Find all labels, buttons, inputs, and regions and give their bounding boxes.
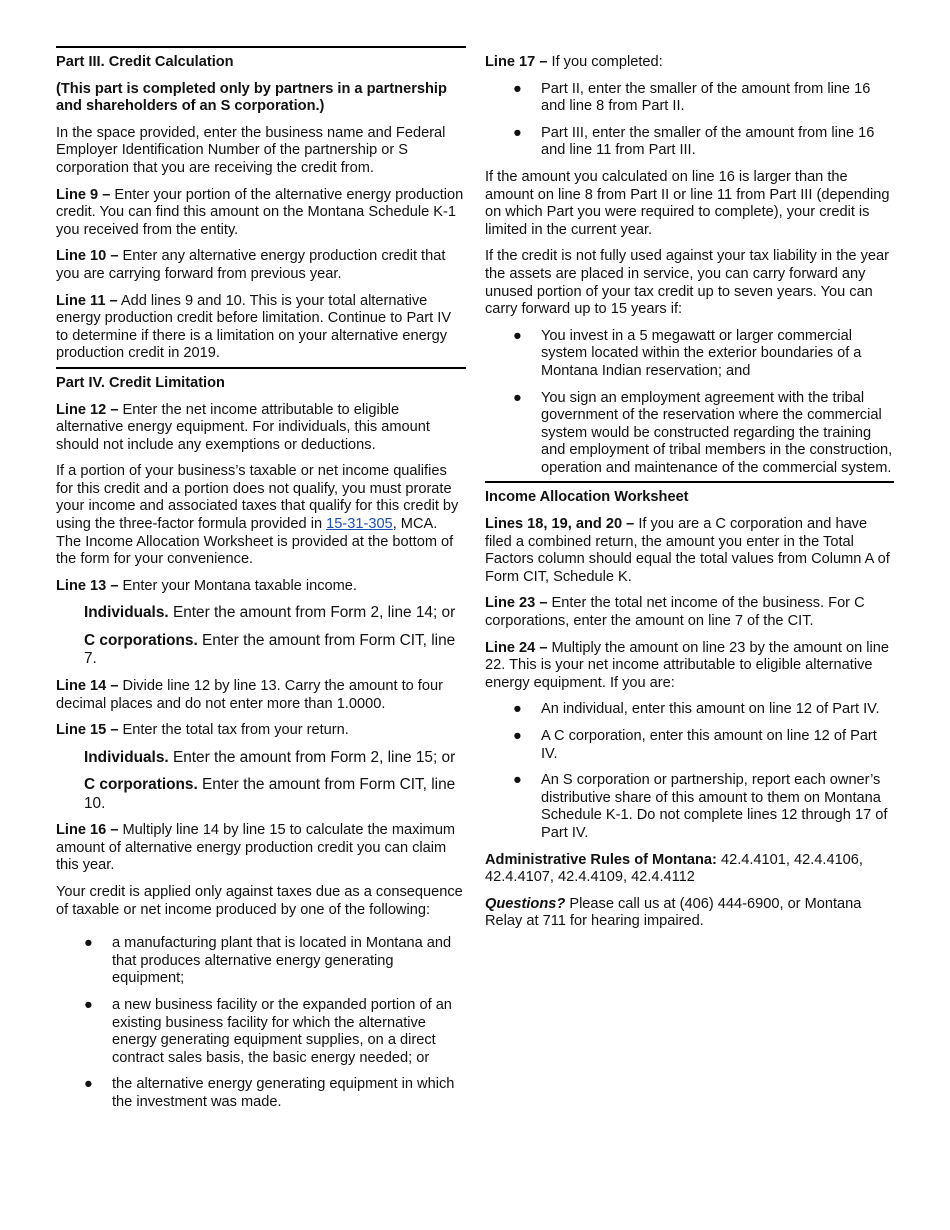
list-item: ● a manufacturing plant that is located in Montana and that produces alternative energy generating equipment; bbox=[84, 935, 452, 987]
line-15-instruction: Line 15 – Enter the total tax from your return. bbox=[56, 722, 349, 739]
line-13-individuals: Individuals. Enter the amount from Form 2, line 14; or bbox=[84, 604, 456, 622]
line-24-instruction: Line 24 – Multiply the amount on line 23 by the amount on line 22. This is your net income attributable to eligible alternative energy equipment. If you are: bbox=[485, 639, 890, 691]
list-item: ● An individual, enter this amount on line 12 of Part IV. bbox=[513, 701, 880, 718]
left-column bbox=[56, 46, 466, 1121]
credit-applied-paragraph: Your credit is applied only against taxes due as a consequence of taxable or net income produced by one of the following: bbox=[56, 884, 463, 918]
line-17-list bbox=[485, 81, 894, 160]
line-15-individuals: Individuals. Enter the amount from Form 2, line 15; or bbox=[84, 748, 456, 766]
section-divider bbox=[485, 481, 894, 483]
list-item: ● An S corporation or partnership, report each owner’s distributive share of this amount to them on Montana Schedule K-1. Do not complete lines 12 through 17 of Part IV. bbox=[513, 772, 888, 841]
bullet-icon: ● bbox=[513, 327, 522, 344]
line-12-instruction: Line 12 – Enter the net income attributable to eligible alternative energy equipment. For individuals, this amount should not include any exemptions or deductions. bbox=[56, 401, 430, 453]
right-column bbox=[485, 46, 894, 940]
carry-forward-list bbox=[485, 328, 894, 478]
lines-18-20-instruction: Lines 18, 19, and 20 – If you are a C corporation and have filed a combined return, the amount you enter in the Total Factors column should equal the total values from Column A of Form CIT, Schedule K. bbox=[485, 516, 890, 585]
list-item: ● Part II, enter the smaller of the amount from line 16 and line 8 from Part II. bbox=[513, 80, 871, 115]
list-item: ● the alternative energy generating equipment in which the investment was made. bbox=[84, 1076, 455, 1110]
line-13-c-corporations: C corporations. Enter the amount from Form CIT, line 7. bbox=[84, 631, 456, 668]
line-16-instruction: Line 16 – Multiply line 14 by line 15 to calculate the maximum amount of alternative energy production credit you can claim this year. bbox=[56, 822, 456, 874]
administrative-rules: Administrative Rules of Montana: 42.4.4101, 42.4.4106, 42.4.4107, 42.4.4109, 42.4.4112 bbox=[485, 851, 863, 886]
bullet-icon: ● bbox=[513, 389, 522, 406]
line-15-c-corporations: C corporations. Enter the amount from Form CIT, line 10. bbox=[84, 776, 456, 812]
bullet-icon: ● bbox=[513, 772, 522, 789]
line-13-instruction: Line 13 – Enter your Montana taxable income. bbox=[56, 577, 357, 594]
list-item: ● A C corporation, enter this amount on line 12 of Part IV. bbox=[513, 728, 877, 762]
part3-note: (This part is completed only by partners in a partnership and shareholders of an S corporation.) bbox=[56, 80, 447, 115]
worksheet-title: Income Allocation Worksheet bbox=[485, 489, 689, 506]
larger-amount-paragraph: If the amount you calculated on line 16 is larger than the amount on line 8 from Part II or line 11 from Part III (depending on which Part you were required to complete), your credit is limited in the current year. bbox=[485, 168, 890, 238]
prorate-paragraph: If a portion of your business’s taxable or net income qualifies for this credit and a portion does not qualify, you must prorate your income and associated taxes that qualify for this credit by using the three-factor formula provided in 15-31-305, MCA. The Income Allocation Worksheet is provided at the bottom of the form for your convenience. bbox=[56, 463, 459, 568]
bullet-icon: ● bbox=[84, 1076, 93, 1093]
part3-intro: In the space provided, enter the business name and Federal Employer Identification Number of the partnership or S corporation that you are receiving the credit from. bbox=[56, 124, 446, 176]
bullet-icon: ● bbox=[84, 996, 93, 1013]
carry-forward-paragraph: If the credit is not fully used against your tax liability in the year the assets are placed in service, you can carry forward any unused portion of your tax credit up to seven years. You can carry forward up to 15 years if: bbox=[485, 248, 889, 318]
list-item: ● You invest in a 5 megawatt or larger commercial system located within the exterior boundaries of a Montana Indian reservation; and bbox=[513, 327, 862, 379]
statute-link[interactable]: 15-31-305 bbox=[326, 516, 393, 533]
bullet-icon: ● bbox=[513, 728, 522, 744]
section-divider bbox=[56, 367, 466, 369]
list-item: ● Part III, enter the smaller of the amount from line 16 and line 11 from Part III. bbox=[513, 124, 875, 159]
section-divider bbox=[56, 46, 466, 48]
line-9-instruction: Line 9 – Enter your portion of the alternative energy production credit. You can find this amount on the Montana Schedule K-1 you received from the entity. bbox=[56, 186, 464, 238]
line-14-instruction: Line 14 – Divide line 12 by line 13. Carry the amount to four decimal places and do not enter more than 1.0000. bbox=[56, 677, 443, 712]
line-11-instruction: Line 11 – Add lines 9 and 10. This is your total alternative energy production credit before limitation. Continue to Part IV to determine if there is a limitation on your alternative energy production credit in 2019. bbox=[56, 292, 452, 362]
part3-title: Part III. Credit Calculation bbox=[56, 54, 234, 70]
questions-contact: Questions? Please call us at (406) 444-6900, or Montana Relay at 711 for hearing impaired. bbox=[485, 895, 862, 930]
line-10-instruction: Line 10 – Enter any alternative energy production credit that you are carrying forward from previous year. bbox=[56, 248, 446, 282]
list-item: ● a new business facility or the expanded portion of an existing business facility for which the alternative energy generating equipment supplies, on a direct contract sales basis, the basic energy needed; or bbox=[84, 996, 452, 1066]
line-17-instruction: Line 17 – If you completed: bbox=[485, 54, 663, 70]
bullet-icon: ● bbox=[513, 80, 522, 97]
bullet-icon: ● bbox=[513, 124, 522, 141]
line-23-instruction: Line 23 – Enter the total net income of the business. For C corporations, enter the amount on line 7 of the CIT. bbox=[485, 595, 865, 630]
credit-applied-list bbox=[56, 935, 466, 1111]
line-24-list bbox=[485, 701, 894, 842]
list-item: ● You sign an employment agreement with the tribal government of the reservation where the commercial system would be constructed regarding the training and employment of tribal members in the construction, operation and maintenance of the commercial system. bbox=[513, 389, 893, 476]
bullet-icon: ● bbox=[84, 935, 93, 952]
part4-title: Part IV. Credit Limitation bbox=[56, 374, 225, 391]
bullet-icon: ● bbox=[513, 701, 522, 718]
